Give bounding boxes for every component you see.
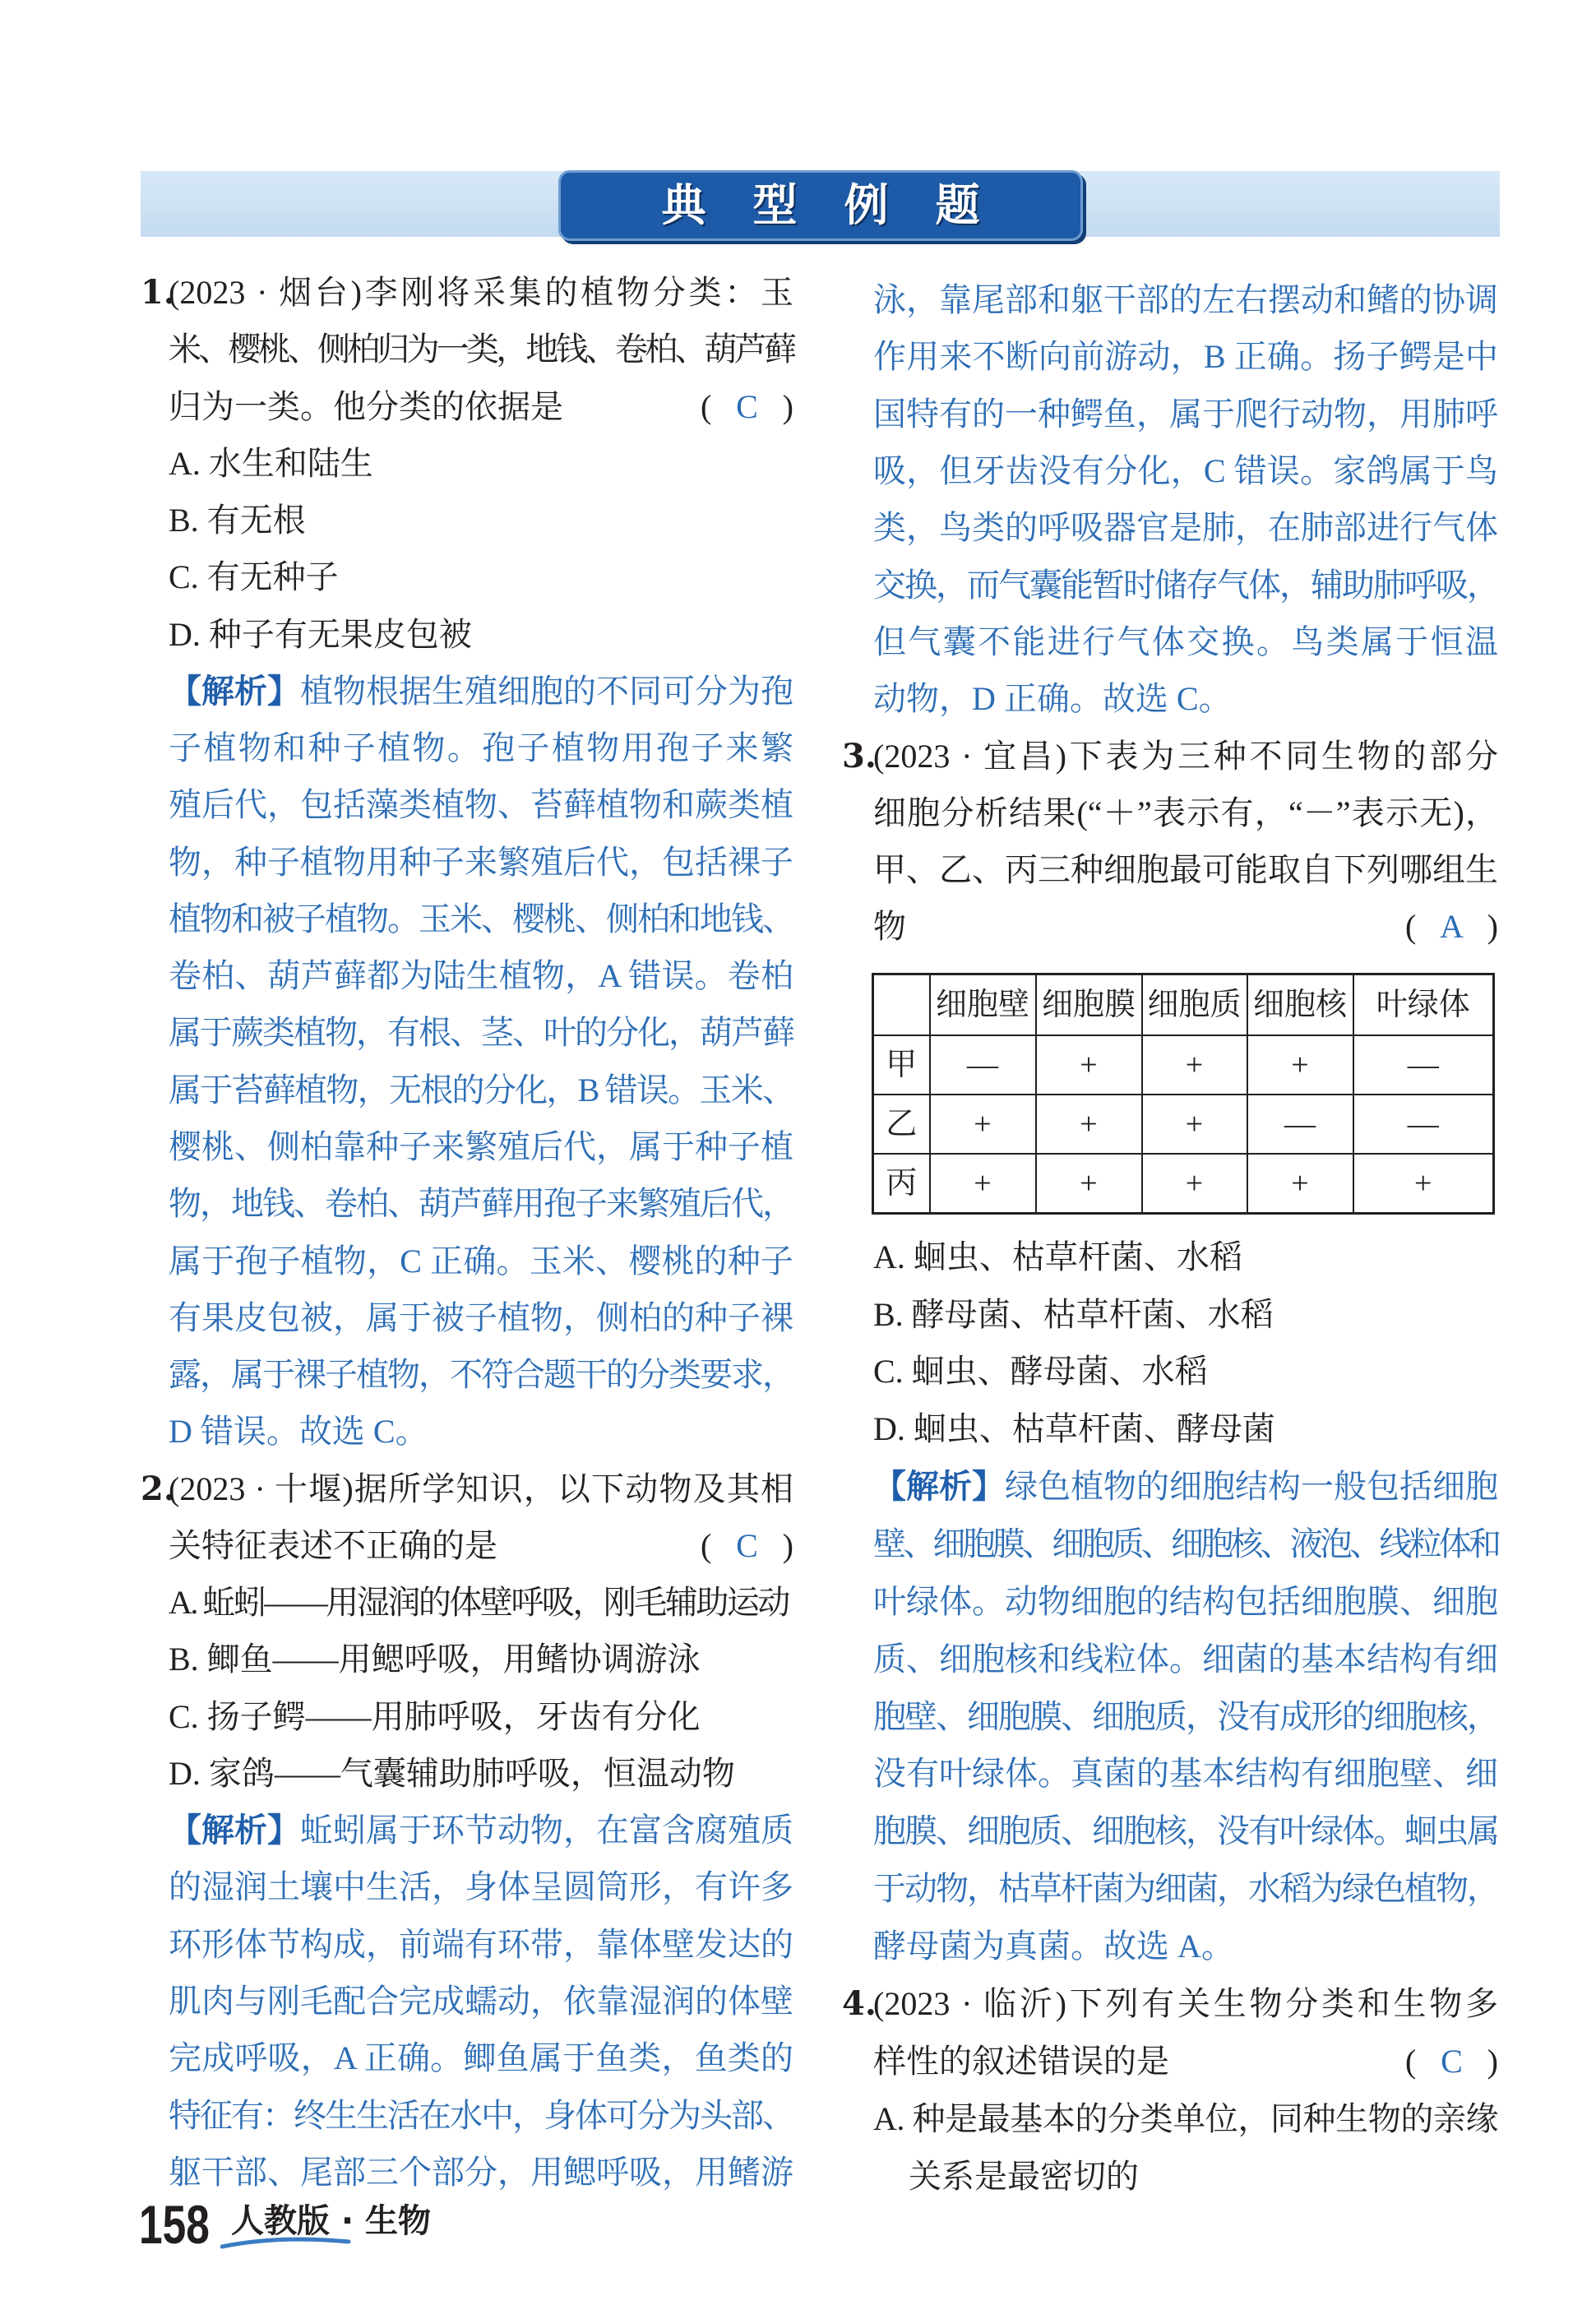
analysis-line: 殖后代，包括藻类植物、苔藓植物和蕨类植 <box>169 786 793 824</box>
table-row-label: 丙 <box>873 1154 930 1213</box>
analysis-line: 卷柏、葫芦藓都为陆生植物，A 错误。卷柏 <box>169 957 793 995</box>
analysis-line <box>169 1802 793 1858</box>
table-cell: + <box>930 1095 1036 1154</box>
option-d: D. 蛔虫、枯草杆菌、酵母菌 <box>873 1410 1275 1448</box>
answer-letter: C <box>736 1526 758 1564</box>
table-cell: + <box>1036 1154 1142 1213</box>
analysis-line: 肌肉与刚毛配合完成蠕动，依靠湿润的体壁 <box>169 1982 793 2020</box>
table-header-cell: 细胞膜 <box>1036 974 1142 1035</box>
table-cell: + <box>1036 1035 1142 1095</box>
stem-line <box>842 1975 1498 2033</box>
analysis-line <box>169 663 793 720</box>
question-number: 3. <box>842 736 877 775</box>
right-column-top <box>842 271 1498 956</box>
analysis-line: 质、细胞核和线粒体。细菌的基本结构有细 <box>873 1640 1498 1678</box>
table-header-cell: 细胞核 <box>1247 974 1353 1035</box>
question-3-stem <box>842 728 1498 956</box>
table-cell: + <box>1142 1095 1247 1154</box>
stem-line: 细胞分析结果(“＋”表示有，“－”表示无)， <box>873 794 1498 831</box>
analysis-line: 交换，而气囊能暂时储存气体，辅助肺呼吸， <box>873 566 1498 604</box>
option-b: B. 有无根 <box>169 502 306 539</box>
analysis-line: 属于苔藓植物，无根的分化，B 错误。玉米、 <box>169 1071 793 1109</box>
bracket-open: ( <box>701 1526 712 1564</box>
table-cell: + <box>1247 1154 1353 1213</box>
stem-text: 物 <box>873 908 906 946</box>
analysis-line: 物，地钱、卷柏、葫芦藓用孢子来繁殖后代， <box>169 1185 793 1223</box>
table-header-cell: 叶绿体 <box>1353 974 1494 1035</box>
analysis-label: 【解析】 <box>873 1468 1005 1506</box>
answer-letter: A <box>1440 908 1464 946</box>
question-2-analysis-continued <box>873 271 1498 728</box>
table-row-label: 乙 <box>873 1095 930 1154</box>
analysis-line: 胞壁、细胞膜、细胞质，没有成形的细胞核， <box>873 1697 1498 1735</box>
analysis-line: 樱桃、侧柏靠种子来繁殖后代，属于种子植 <box>169 1127 793 1165</box>
table-row <box>873 1095 1494 1154</box>
table-cell: — <box>1353 1035 1494 1095</box>
analysis-line: 国特有的一种鳄鱼，属于爬行动物，用肺呼 <box>873 395 1498 433</box>
bracket-close: ) <box>1487 908 1498 946</box>
bracket-open: ( <box>1405 2042 1417 2080</box>
left-column <box>141 264 793 2201</box>
stem-line-with-answer <box>169 378 793 435</box>
stem-line-with-answer <box>169 1517 793 1574</box>
option-c: C. 蛔虫、酵母菌、水稻 <box>873 1353 1208 1391</box>
analysis-line: 环形体节构成，前端有环带，靠体壁发达的 <box>169 1925 793 1963</box>
analysis-line: 躯干部、尾部三个部分，用鳃呼吸，用鳍游 <box>169 2153 793 2191</box>
answer-bracket <box>701 1517 793 1574</box>
option-a: A. 蛔虫、枯草杆菌、水稻 <box>873 1238 1242 1275</box>
option-b: B. 酵母菌、枯草杆菌、水稻 <box>873 1295 1274 1333</box>
bracket-close: ) <box>782 1526 793 1564</box>
stem-text: 样性的叙述错误的是 <box>873 2042 1169 2080</box>
analysis-line: 叶绿体。动物细胞的结构包括细胞膜、细胞 <box>873 1582 1498 1620</box>
option-a: A. 水生和陆生 <box>169 444 373 482</box>
option-a: A. 蚯蚓——用湿润的体壁呼吸，刚毛辅助运动 <box>169 1584 789 1622</box>
option-c: C. 有无种子 <box>169 558 339 596</box>
stem-text: (2023 · 临沂)下列有关生物分类和生物多 <box>873 1984 1498 2022</box>
option-a: A. 种是最基本的分类单位，同种生物的亲缘 <box>873 2099 1498 2137</box>
analysis-line: 植物和被子植物。玉米、樱桃、侧柏和地钱、 <box>169 900 793 937</box>
analysis-line: 于动物，枯草杆菌为细菌，水稻为绿色植物， <box>873 1870 1498 1908</box>
bracket-close: ) <box>1487 2042 1498 2080</box>
right-column <box>842 271 1498 2205</box>
underline-swoosh-icon <box>220 2233 352 2252</box>
table-header-cell: 细胞质 <box>1142 974 1247 1035</box>
analysis-line: 没有叶绿体。真菌的基本结构有细胞壁、细 <box>873 1755 1498 1793</box>
question-number: 2. <box>141 1469 175 1508</box>
table-row-label: 甲 <box>873 1035 930 1095</box>
stem-line-with-answer <box>873 898 1498 955</box>
table-cell: + <box>1036 1095 1142 1154</box>
table-cell: + <box>1353 1154 1494 1213</box>
stem-text: (2023 · 十堰)据所学知识，以下动物及其相 <box>169 1470 793 1507</box>
analysis-line: 属于蕨类植物，有根、茎、叶的分化，葫芦藓 <box>169 1014 793 1052</box>
analysis-text: 植物根据生殖细胞的不同可分为孢 <box>300 672 793 710</box>
question-number: 1. <box>141 273 175 312</box>
question-3-options <box>873 1229 1498 1458</box>
answer-bracket <box>1405 2033 1498 2090</box>
option-c: C. 扬子鳄——用肺呼吸，牙齿有分化 <box>169 1697 701 1735</box>
answer-letter: C <box>736 387 758 425</box>
bracket-close: ) <box>782 387 793 425</box>
bracket-open: ( <box>701 387 712 425</box>
stem-text: 米、樱桃、侧柏归为一类，地钱、卷柏、葫芦藓 <box>169 331 793 368</box>
answer-bracket <box>701 378 793 435</box>
stem-text: (2023 · 烟台)李刚将采集的植物分类：玉 <box>169 274 793 311</box>
section-title: 典型例题 <box>661 179 1027 231</box>
analysis-line: 子植物和种子植物。孢子植物用孢子来繁 <box>169 729 793 767</box>
option-a-continued: 关系是最密切的 <box>909 2157 1139 2195</box>
stem-line <box>169 321 793 377</box>
table-header-cell <box>873 974 930 1035</box>
answer-bracket <box>1405 898 1498 955</box>
stem-text: (2023 · 宜昌)下表为三种不同生物的部分 <box>873 737 1498 775</box>
question-number: 4. <box>842 1983 877 2023</box>
table-cell: — <box>1353 1095 1494 1154</box>
analysis-label: 【解析】 <box>169 672 300 710</box>
analysis-line: 特征有：终生生活在水中，身体可分为头部、 <box>169 2096 793 2134</box>
analysis-line: 酵母菌为真菌。故选 A。 <box>873 1928 1234 1965</box>
analysis-line: 但气囊不能进行气体交换。鸟类属于恒温 <box>873 623 1498 660</box>
analysis-line: 泳，靠尾部和躯干部的左右摆动和鳍的协调 <box>873 281 1498 318</box>
analysis-line: 吸，但牙齿没有分化，C 错误。家鸽属于鸟 <box>873 451 1498 489</box>
book-edition-label: 人教版 · 生物 <box>231 2202 432 2240</box>
question-3-analysis <box>873 1458 1498 1975</box>
analysis-line: 作用来不断向前游动，B 正确。扬子鳄是中 <box>873 338 1498 376</box>
stem-line: 甲、乙、丙三种细胞最可能取自下列哪组生 <box>873 851 1498 889</box>
stem-text: 关特征表述不正确的是 <box>169 1526 497 1564</box>
analysis-line <box>873 1458 1498 1516</box>
analysis-line: 完成呼吸，A 正确。鲫鱼属于鱼类，鱼类的 <box>169 2039 793 2077</box>
table-header-cell: 细胞壁 <box>930 974 1036 1035</box>
table-row <box>873 1154 1494 1213</box>
option-d: D. 种子有无果皮包被 <box>169 615 472 653</box>
analysis-line: 露，属于裸子植物，不符合题干的分类要求， <box>169 1356 793 1394</box>
analysis-label: 【解析】 <box>169 1812 300 1849</box>
stem-line <box>842 728 1498 785</box>
answer-letter: C <box>1441 2042 1463 2080</box>
table-cell: + <box>1247 1035 1353 1095</box>
stem-line-with-answer <box>873 2033 1498 2090</box>
analysis-text: 绿色植物的细胞结构一般包括细胞 <box>1005 1468 1498 1506</box>
analysis-line: 有果皮包被，属于被子植物，侧柏的种子裸 <box>169 1298 793 1336</box>
table-row <box>873 1035 1494 1095</box>
analysis-line: 动物，D 正确。故选 C。 <box>873 680 1232 718</box>
question-2 <box>141 1460 793 2201</box>
stem-text: 归为一类。他分类的依据是 <box>169 387 563 425</box>
table-cell: + <box>1142 1154 1247 1213</box>
analysis-line: 胞膜、细胞质、细胞核，没有叶绿体。蛔虫属 <box>873 1812 1498 1850</box>
analysis-line: 属于孢子植物，C 正确。玉米、樱桃的种子 <box>169 1242 793 1280</box>
question-3-table <box>872 973 1495 1215</box>
table-cell: — <box>1247 1095 1353 1154</box>
analysis-line: 类，鸟类的呼吸器官是肺，在肺部进行气体 <box>873 509 1498 547</box>
table-cell: + <box>1142 1035 1247 1095</box>
right-column-bottom <box>842 1229 1498 2205</box>
table-cell: + <box>930 1154 1036 1213</box>
option-d: D. 家鸽——气囊辅助肺呼吸，恒温动物 <box>169 1754 735 1792</box>
question-4 <box>842 1975 1498 2205</box>
analysis-line: 物，种子植物用种子来繁殖后代，包括裸子 <box>169 843 793 881</box>
table-cell: — <box>930 1035 1036 1095</box>
option-b: B. 鲫鱼——用鳃呼吸，用鳍协调游泳 <box>169 1641 701 1678</box>
bracket-open: ( <box>1405 908 1417 946</box>
page-number: 158 <box>139 2194 210 2255</box>
section-title-box <box>558 170 1083 241</box>
analysis-line: 壁、细胞膜、细胞质、细胞核、液泡、线粒体和 <box>873 1525 1498 1563</box>
analysis-line: D 错误。故选 C。 <box>169 1413 428 1451</box>
stem-line <box>141 1460 793 1517</box>
stem-line <box>141 264 793 321</box>
analysis-text: 蚯蚓属于环节动物，在富含腐殖质 <box>300 1812 793 1849</box>
table-header-row <box>873 974 1494 1035</box>
analysis-line: 的湿润土壤中生活，身体呈圆筒形，有许多 <box>169 1868 793 1906</box>
question-1 <box>141 264 793 1460</box>
